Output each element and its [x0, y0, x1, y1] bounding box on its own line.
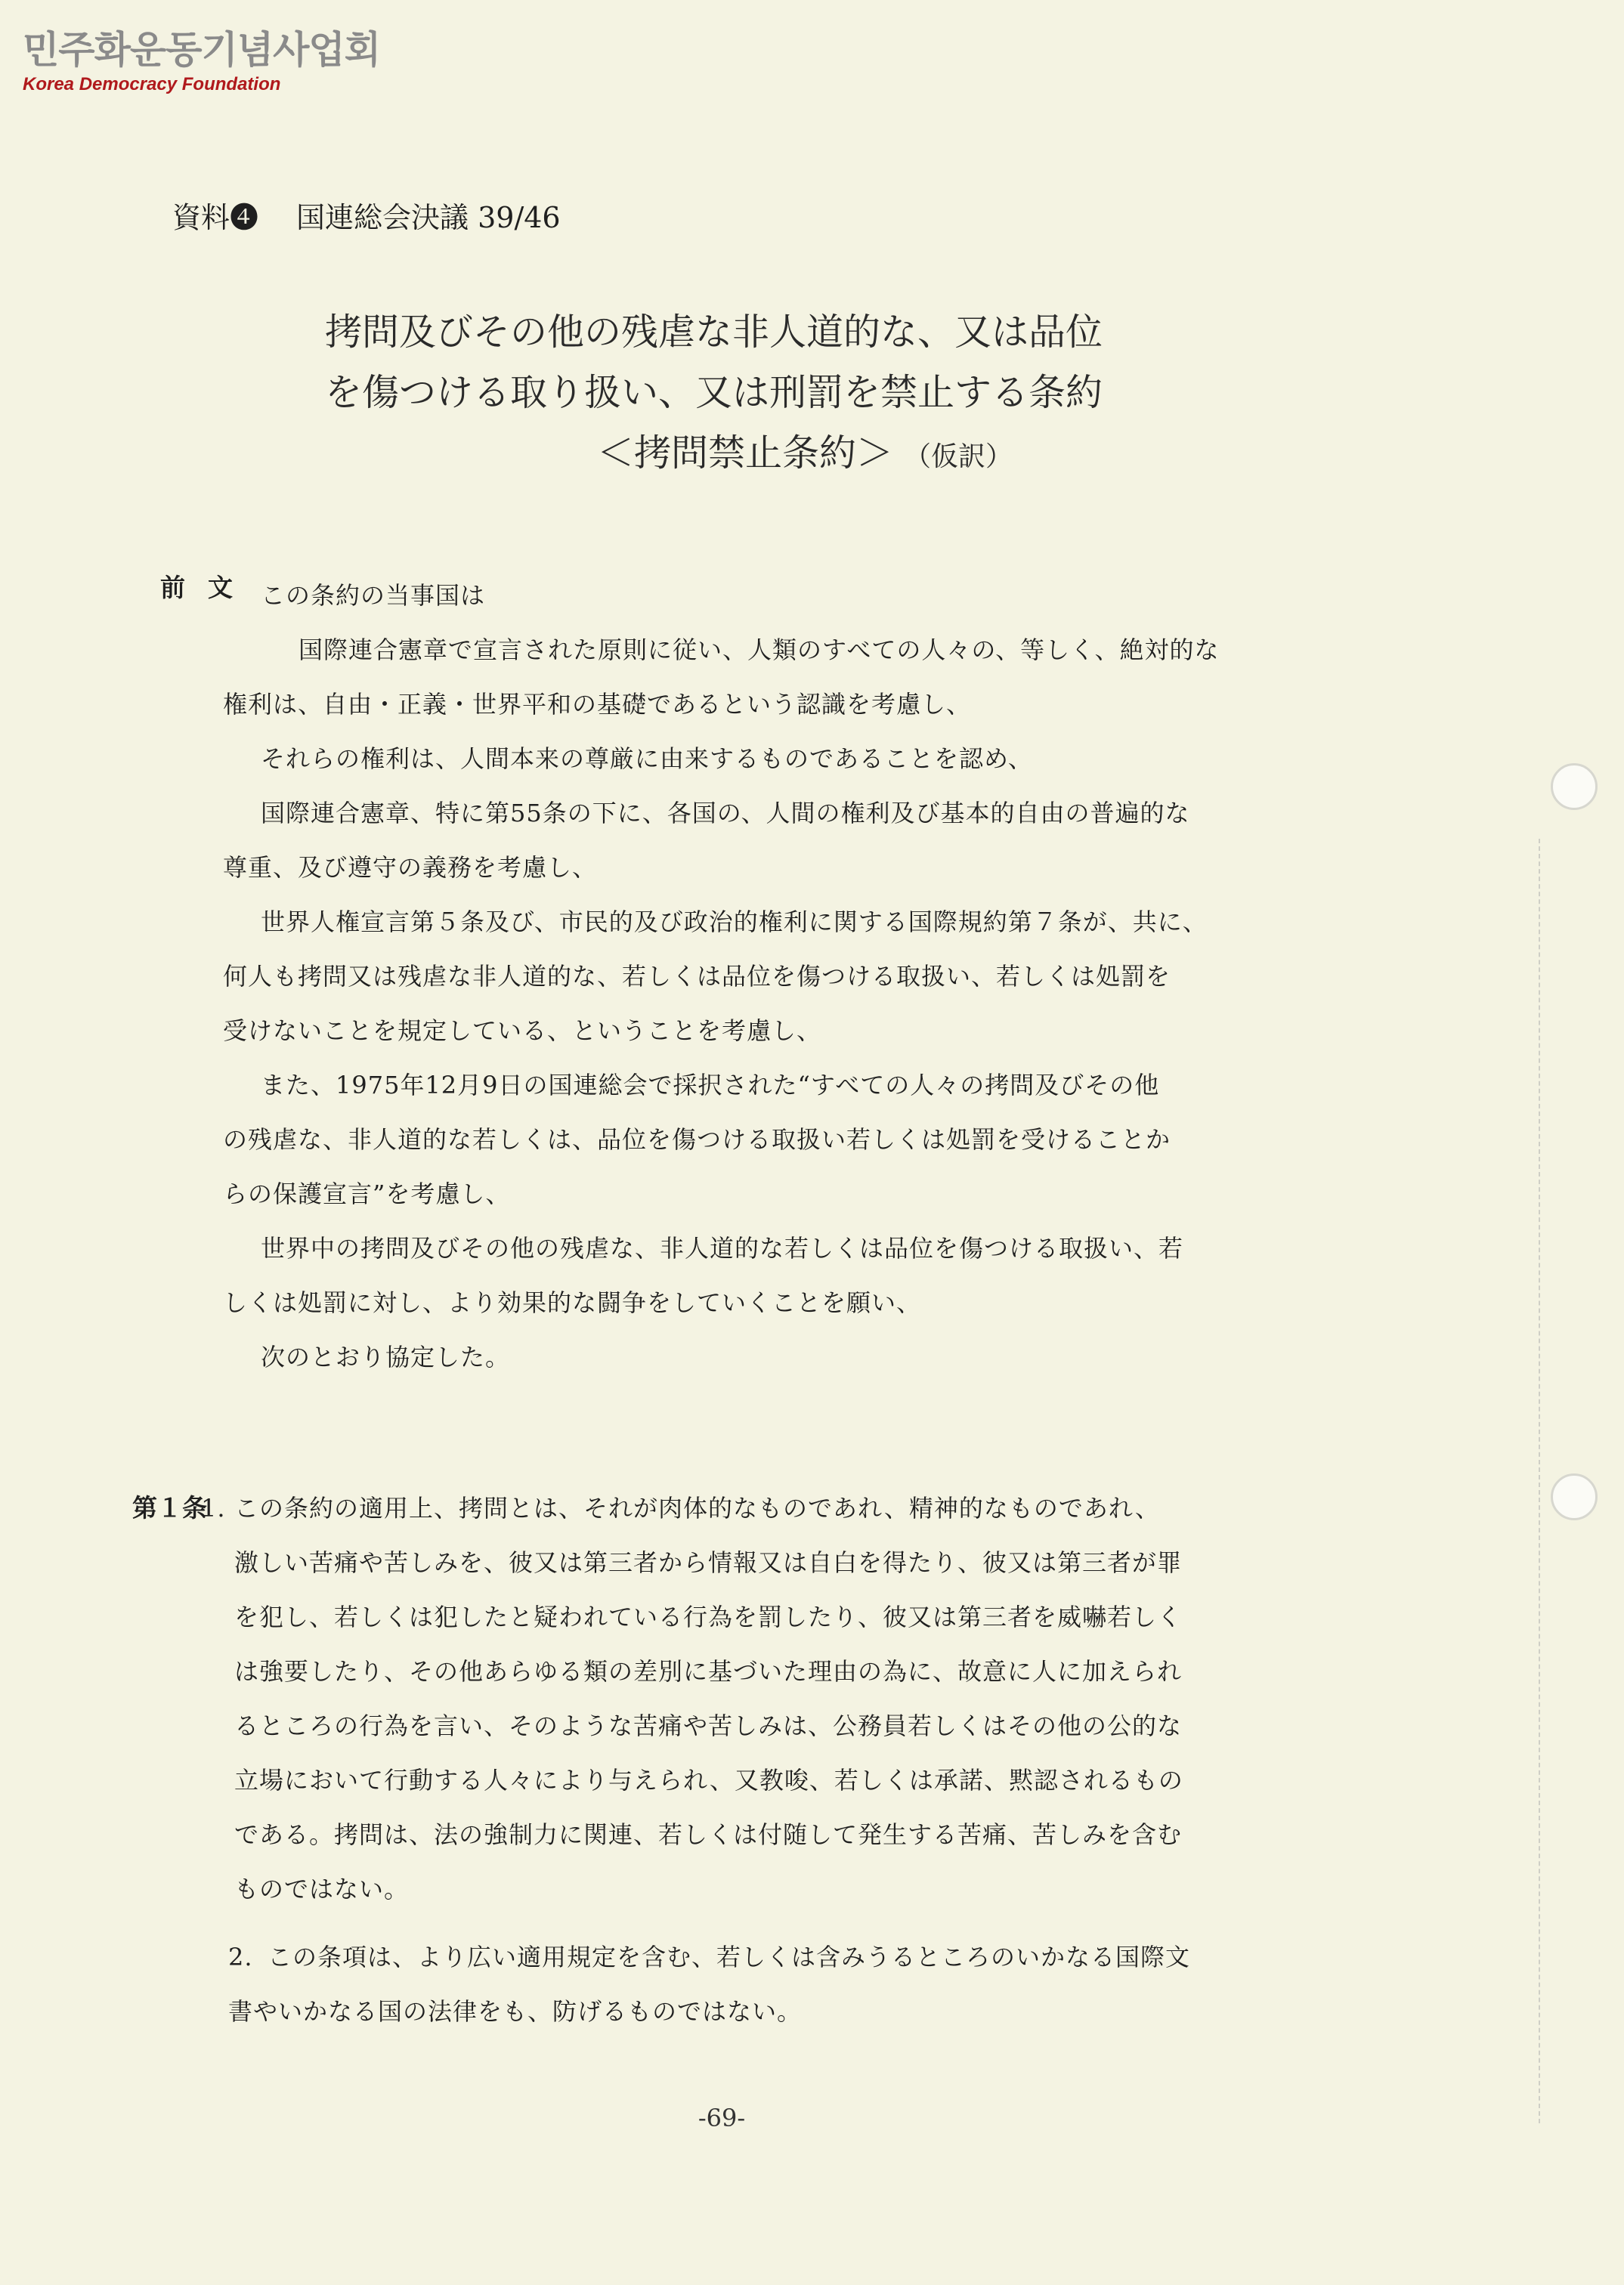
margin-line — [1539, 839, 1542, 2123]
article-line: 激しい苦痛や苦しみを、彼又は第三者から情報又は自白を得たり、彼又は第三者が罪 — [234, 1548, 1183, 1577]
preamble-label: 前文 — [160, 573, 255, 602]
paragraph-number: 1. — [201, 1494, 226, 1523]
preamble-line: それらの権利は、人間本来の尊厳に由来するものであることを認め、 — [261, 744, 1033, 773]
preamble-line: 世界中の拷問及びその他の残虐な、非人道的な若しくは品位を傷つける取扱い、若 — [261, 1234, 1184, 1263]
resolution-label: 国連総会決議 39/46 — [296, 201, 561, 234]
article-line: 立場において行動する人々により与えられ、又教唆、若しくは承諾、黙認されるもの — [234, 1766, 1183, 1795]
document-title — [325, 302, 1247, 487]
article-1-label: 第１条 — [132, 1493, 207, 1523]
article-line: るところの行為を言い、そのような苦痛や苦しみは、公務員若しくはその他の公的な — [234, 1711, 1183, 1740]
preamble-line: また、1975年12月9日の国連総会で採択された“すべての人々の拷問及びその他 — [261, 1071, 1160, 1099]
article-line: である。拷問は、法の強制力に関連、若しくは付随して発生する苦痛、苦しみを含む — [234, 1820, 1183, 1849]
article-1-paragraph-2 — [228, 1930, 1190, 2039]
provisional-translation-note: （仮訳） — [904, 441, 1013, 472]
watermark-korean: 민주화운동기념사업회 — [23, 28, 380, 72]
title-line-3 — [325, 423, 1247, 487]
punch-hole — [1551, 763, 1598, 810]
document-header — [172, 195, 561, 240]
preamble-text — [223, 568, 1220, 1384]
preamble-line: らの保護宣言”を考慮し、 — [223, 1180, 511, 1208]
watermark-english: Korea Democracy Foundation — [23, 74, 281, 94]
article-line: 2. この条項は、より広い適用規定を含む、若しくは含みうるところのいかなる国際文 — [228, 1930, 1190, 1984]
preamble-line: 国際連合憲章で宣言された原則に従い、人類のすべての人々の、等しく、絶対的な — [299, 635, 1220, 664]
article-1-paragraph-1 — [201, 1481, 1183, 1916]
article-line: ものではない。 — [234, 1875, 410, 1903]
preamble-line: 権利は、自由・正義・世界平和の基礎であるという認識を考慮し、 — [223, 690, 972, 719]
preamble-line: 尊重、及び遵守の義務を考慮し、 — [223, 853, 598, 882]
preamble-line: しくは処罰に対し、より効果的な闘争をしていくことを願い、 — [223, 1288, 922, 1317]
preamble-line: 何人も拷問又は残虐な非人道的な、若しくは品位を傷つける取扱い、若しくは処罰を — [223, 962, 1171, 991]
paragraph-number: 2. — [228, 1943, 253, 1971]
preamble-line: 世界人権宣言第５条及び、市民的及び政治的権利に関する国際規約第７条が、共に、 — [261, 908, 1208, 936]
short-title: ＜拷問禁止条約＞ — [597, 431, 894, 475]
article-line: を犯し、若しくは犯したと疑われている行為を罰したり、彼又は第三者を威嚇若しく — [234, 1603, 1183, 1631]
punch-hole — [1551, 1473, 1598, 1520]
preamble-line: 受けないことを規定している、ということを考慮し、 — [223, 1016, 822, 1045]
title-line-1: 拷問及びその他の残虐な非人道的な、又は品位 — [325, 311, 1103, 354]
watermark-logo — [23, 26, 380, 95]
reference-label: 資料❹ — [172, 201, 259, 234]
preamble-line: この条約の当事国は — [261, 581, 486, 610]
preamble-line: の残虐な、非人道的な若しくは、品位を傷つける取扱い若しくは処罰を受けることか — [223, 1125, 1171, 1154]
preamble-line: 次のとおり協定した。 — [261, 1343, 511, 1371]
title-line-2: を傷つける取り扱い、又は刑罰を禁止する条約 — [325, 371, 1103, 414]
article-line: は強要したり、その他あらゆる類の差別に基づいた理由の為に、故意に人に加えられ — [234, 1657, 1183, 1686]
article-line: 1. この条約の適用上、拷問とは、それが肉体的なものであれ、精神的なものであれ、 — [234, 1481, 1183, 1535]
preamble-line: 国際連合憲章、特に第55条の下に、各国の、人間の権利及び基本的自由の普遍的な — [261, 799, 1190, 827]
page-number: -69- — [698, 2104, 746, 2132]
article-line: 書やいかなる国の法律をも、防げるものではない。 — [228, 1997, 803, 2026]
